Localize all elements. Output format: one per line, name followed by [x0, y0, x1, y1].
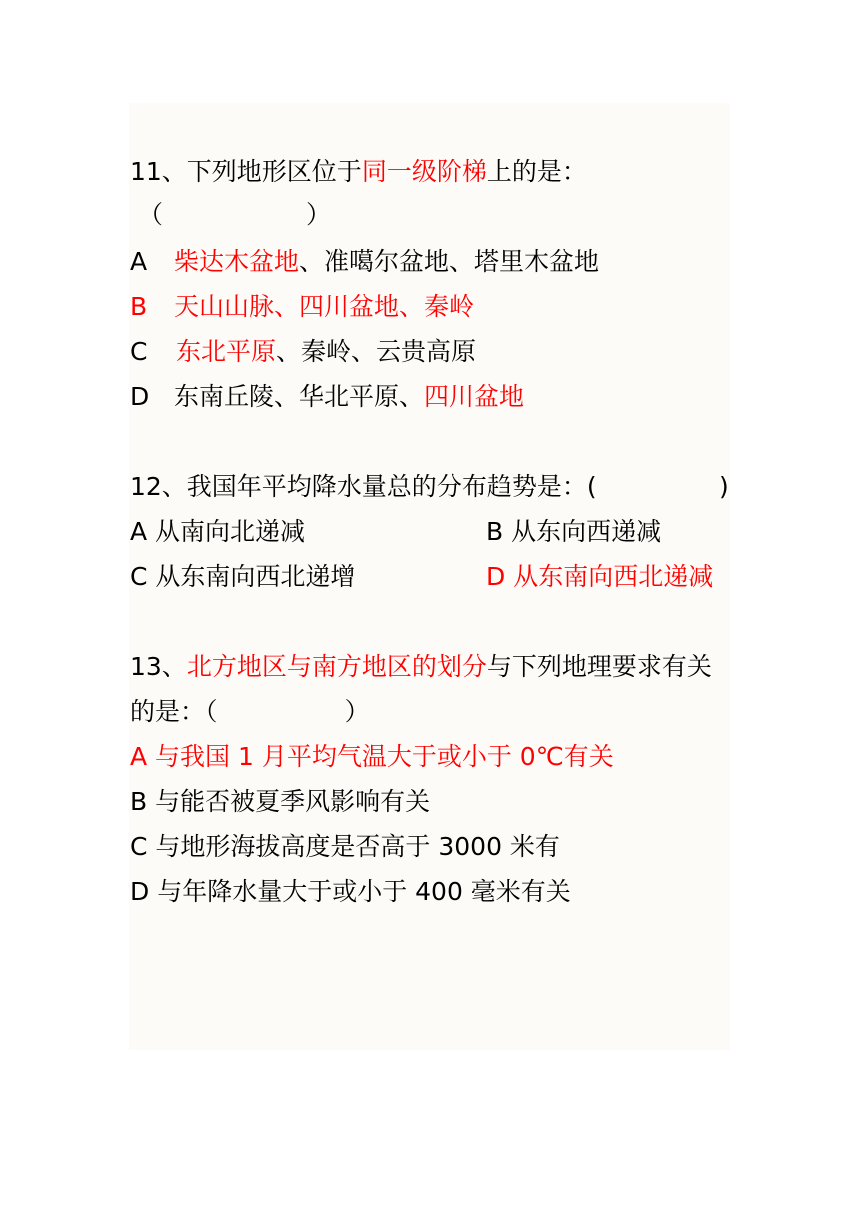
q11-stem-highlight: 同一级阶梯 [361, 157, 487, 186]
q12-option-b[interactable]: B 从东向西递减 [486, 517, 662, 546]
q11-option-d-text: 东南丘陵、华北平原、 [174, 382, 425, 411]
q13-option-d[interactable]: D 与年降水量大于或小于 400 毫米有关 [130, 877, 571, 906]
q13-stem [130, 650, 712, 684]
q11-option-c-highlight: 东北平原 [176, 337, 277, 366]
q11-stem [130, 155, 587, 189]
q11-option-d-letter: D [130, 382, 150, 411]
q13-stem-prefix: 13、 [130, 652, 187, 681]
q12-stem-close: ) [719, 472, 729, 501]
q13-option-c[interactable]: C 与地形海拔高度是否高于 3000 米有 [130, 832, 560, 861]
q11-option-d[interactable] [130, 380, 524, 414]
q12-option-a[interactable]: A 从南向北递减 [130, 517, 306, 546]
q12-option-c[interactable]: C 从东南向西北递增 [130, 562, 356, 591]
q13-stem-suffix: 与下列地理要求有关 [486, 652, 712, 681]
q11-option-c-letter: C [130, 337, 148, 366]
q11-answer-blank: （ ） [138, 200, 332, 229]
q11-stem-suffix: 上的是： [486, 157, 587, 186]
q13-option-b[interactable]: B 与能否被夏季风影响有关 [130, 787, 431, 816]
q11-option-a-highlight: 柴达木盆地 [174, 247, 300, 276]
q11-option-a[interactable] [130, 245, 599, 279]
q11-option-a-rest: 、准噶尔盆地、塔里木盆地 [299, 247, 600, 276]
q13-option-a[interactable]: A 与我国 1 月平均气温大于或小于 0℃有关 [130, 742, 614, 771]
q11-option-c[interactable] [130, 335, 476, 369]
q11-option-b-letter: B [130, 292, 148, 321]
q13-stem-line2: 的是：（ ） [130, 697, 370, 726]
q12-option-d[interactable]: D 从东南向西北递减 [486, 562, 714, 591]
q11-stem-prefix: 11、下列地形区位于 [130, 157, 362, 186]
q11-option-a-letter: A [130, 247, 148, 276]
q11-option-c-rest: 、秦岭、云贵高原 [276, 337, 477, 366]
q11-option-d-highlight: 四川盆地 [424, 382, 525, 411]
q12-stem: 12、我国年平均降水量总的分布趋势是：( [130, 472, 597, 501]
q11-option-b-text: 天山山脉、四川盆地、秦岭 [174, 292, 475, 321]
q13-stem-highlight: 北方地区与南方地区的划分 [186, 652, 487, 681]
q11-option-b[interactable] [130, 290, 474, 324]
